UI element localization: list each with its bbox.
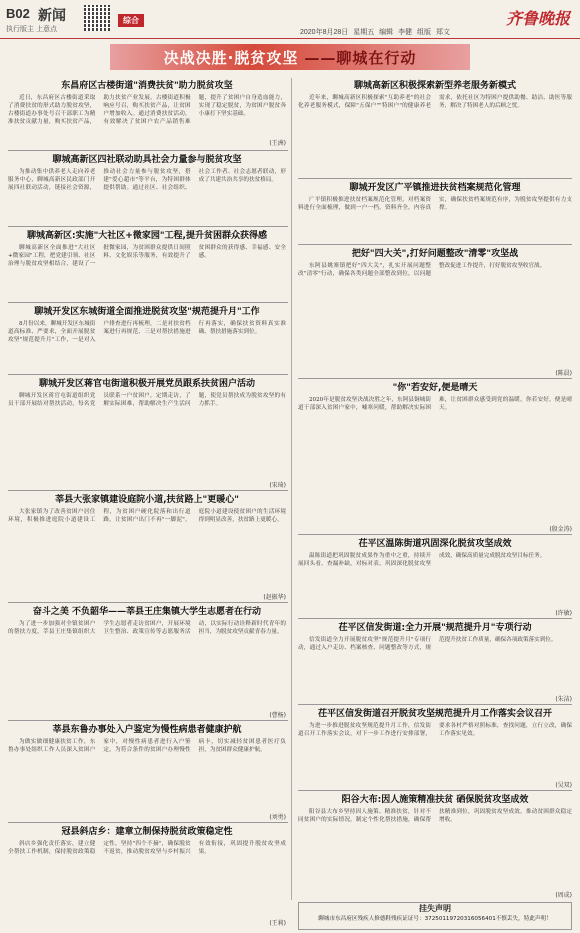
article-body: 温陈街道把巩固脱贫成果作为重中之重，持续开展回头看，查漏补缺，对标对表，巩固深化脱贫攻坚成效，确保高质量完成脱贫攻坚目标任务。	[298, 553, 546, 567]
article-left-0	[8, 80, 286, 148]
article-title: "你"若安好,便是晴天	[392, 383, 478, 393]
article-body: 信发街道全力开展脱贫攻坚"规范提升月"专项行动，通过入户走访、档案核查、问题整改等方式，规范提升扶贫工作质量，确保各项政策落实到位。	[298, 637, 557, 651]
article-body: 为进一步推进脱贫攻坚规范提升月工作，信发街道召开工作落实会议，对下一步工作进行安排部署，要求各村严格对照标准，查找问题，立行立改，确保工作落实见效。	[298, 723, 572, 737]
article-body: 近年来，聊城高新区积极探索"互助养老"的社会化养老服务模式，保障"五保户""特困户"的健康养老需求，依托社区为特困户提供助餐、助洁、助医等服务，解决了特困老人的后顾之忧。	[298, 95, 572, 109]
divider	[298, 378, 572, 379]
article-body: 斜店乡强化责任落实，建立健全帮扶工作机制，保持脱贫政策稳定性，坚持"四个不摘"，确保脱贫不返贫，推动脱贫攻坚与乡村振兴有效衔接，巩固提升脱贫攻坚成果。	[8, 841, 286, 855]
article-byline: (周成)	[555, 892, 572, 899]
article-title: 东昌府区古楼街道"消费扶贫"助力脱贫攻坚	[61, 81, 233, 91]
divider	[8, 302, 288, 303]
article-title: 莘县东鲁办事处入户鉴定为慢性病患者健康护航	[52, 725, 242, 735]
article-body: 近日，东昌府区古楼街道采取了消费扶贫的形式助力脱贫攻坚，古楼街道办事处号召干部职工为精准扶贫贡献力量，购买扶贫产品，助力扶贫产业发展。古楼街道积极响应号召，购买扶贫产品，让贫困户增加收入。通过消费扶贫活动，有效解决了贫困户农产品销售难题，提升了贫困户自身造血能力，实现了稳定脱贫，为贫困户脱贫奔小康打下坚实基础。	[8, 95, 286, 125]
article-right-1	[298, 182, 572, 242]
article-right-3	[298, 382, 572, 532]
divider	[298, 704, 572, 705]
article-byline: (朱洁)	[555, 696, 572, 703]
divider	[298, 790, 572, 791]
column-divider	[291, 78, 292, 900]
article-title: 聊城开发区蒋官屯街道积极开展党员跟系扶贫困户活动	[38, 379, 255, 389]
article-byline: (王莉)	[269, 920, 286, 927]
divider	[298, 618, 572, 619]
article-right-5	[298, 622, 572, 702]
dateline: 2020年8月28日 星期五 编辑 李健 组版 郑文	[300, 29, 450, 36]
article-title: 奋斗之美 不负韶华——莘县王庄集镇大学生志愿者在行动	[32, 607, 262, 617]
article-byline: (曹杨)	[269, 712, 286, 719]
article-title: 聊城开发区广平镇推进扶贫档案规范化管理	[349, 183, 521, 193]
notice-title: 挂失声明	[419, 904, 451, 913]
article-title: 聊城高新区:实施"大社区+微家园"工程,提升贫困群众获得感	[27, 231, 267, 241]
lost-notice	[298, 902, 572, 930]
masthead	[0, 0, 580, 39]
article-title: 聊城高新区四社联动助具社会力量参与脱贫攻坚	[52, 155, 242, 165]
article-left-4	[8, 378, 286, 488]
article-title: 茌平区温陈街道巩固深化脱贫攻坚成效	[358, 539, 512, 549]
article-right-4	[298, 538, 572, 616]
article-body: 为推动集中供养老人走向养老服务中心，聊城高新区民政部门开展四社联动活动，链接社会资源，推动社会力量参与脱贫攻坚，搭建"爱心超市"等平台，为特困群体提供帮助。通过社区、社会组织、社会工作者、社会志愿者联动，形成了共建共治共享的扶贫格局。	[8, 169, 286, 191]
section-name: 新闻	[38, 7, 66, 23]
article-body: 阳谷县大布乡坚持因人施策、精准扶贫，针对不同贫困户的实际情况，制定个性化帮扶措施，确保帮扶精准到位，巩固脱贫攻坚成效，推动贫困群众稳定增收。	[298, 809, 572, 823]
divider	[8, 602, 288, 603]
section-tag: 综合	[118, 14, 144, 27]
article-body: 东阿县姚寨镇把好"四大关"，扎实开展问题整改"清零"行动，确保各类问题全部整改到位，以问题整改促进工作提升，打好脱贫攻坚收官战。	[298, 263, 546, 277]
article-body: 2020年是脱贫攻坚决战决胜之年，东阿县铜城街道干部深入贫困户家中，嘘寒问暖，帮助解决实际困难，让贫困群众感受到党的温暖，你若安好，便是晴天。	[298, 397, 572, 411]
article-left-6	[8, 606, 286, 718]
article-title: 茌平区信发街道:全力开展"规范提升月"专项行动	[338, 623, 532, 633]
article-body: 为做实做细健康扶贫工作，东鲁办事处组织工作人员深入贫困户家中，对慢性病患者进行入户鉴定，为符合条件的贫困户办理慢性病卡，切实减轻贫困患者医疗负担，为贫困群众健康护航。	[8, 739, 286, 753]
newspaper-logo: 齐鲁晚报	[505, 9, 570, 28]
article-byline: (殷金涛)	[549, 526, 572, 533]
editors-line: 执行版主 上意点	[6, 26, 57, 33]
article-left-5	[8, 494, 286, 600]
article-byline: (吴双)	[555, 782, 572, 789]
article-body: 聊城高新区全面推进"大社区+微家园"工程，把党建引领、社区治理与脱贫攻坚相结合，建设了一批微家园，为贫困群众提供日间照料、文化娱乐等服务，有效提升了贫困群众的获得感、幸福感、安全感。	[8, 245, 286, 267]
article-left-3	[8, 306, 286, 372]
article-byline: (许敏)	[555, 610, 572, 617]
page-number: B02	[6, 6, 30, 21]
article-body: 为了进一步加强对全镇贫困户的帮扶力度，莘县王庄集镇组织大学生志愿者走访贫困户，开展环境卫生整治、政策宣传等志愿服务活动，以实际行动诠释新时代青年的担当，为脱贫攻坚贡献青春力量。	[8, 621, 286, 635]
article-title: 冠县斜店乡：建章立制保持脱贫政策稳定性	[61, 827, 233, 837]
article-title: 聊城高新区积极探索新型养老服务新模式	[353, 81, 516, 91]
article-title: 莘县大张家镇建设庭院小道,扶贫路上"更暖心"	[55, 495, 239, 505]
article-body: 聊城开发区蒋官屯街道组织党员干部开展结对帮扶活动，每名党员联系一户贫困户，定期走访，了解实际困难，帮助解决生产生活问题，使党员帮扶成为脱贫攻坚的有力抓手。	[8, 393, 286, 407]
article-body: 8月份以来，聊城开发区东城街道高标准、严要求，全面开展脱贫攻坚"规范提升月"工作，一是对入户排查进行再梳理，二是对扶贫档案进行再规范，三是对帮扶措施进行再落实，确保扶贫资料真实准确、帮扶措施落实到位。	[8, 321, 286, 343]
article-right-7	[298, 794, 572, 898]
divider	[298, 534, 572, 535]
divider	[8, 822, 288, 823]
article-left-2	[8, 230, 286, 300]
divider	[298, 244, 572, 245]
article-title: 聊城开发区东城街道全面推进脱贫攻坚"规范提升月"工作	[34, 307, 260, 317]
article-byline: (陈晨)	[555, 370, 572, 377]
qr-code-icon	[84, 5, 110, 31]
article-right-0	[298, 80, 572, 176]
article-right-2	[298, 248, 572, 376]
article-left-7	[8, 724, 286, 820]
article-left-8	[8, 826, 286, 926]
banner-sub: ——聊城在行动	[304, 48, 417, 67]
divider	[8, 490, 288, 491]
article-left-1	[8, 154, 286, 224]
divider	[8, 226, 288, 227]
article-body: 广平镇积极推进扶贫档案规范化管理，对档案资料进行全面梳理，做到一户一档，资料齐全，内容真实，确保扶贫档案规范有序，为脱贫攻坚提供有力支撑。	[298, 197, 572, 211]
article-byline: (宋琦)	[269, 482, 286, 489]
article-byline: (刘勇)	[269, 814, 286, 821]
article-body: 大张家镇为了改善贫困户居住环境，积极推进庭院小道建设工程，为贫困户硬化院落和出行道路，让贫困户出门不再"一脚泥"。庭院小道建设使贫困户的生活环境得到明显改善，扶贫路上更暖心。	[8, 509, 286, 523]
divider	[8, 720, 288, 721]
divider	[298, 178, 572, 179]
article-title: 阳谷大布:因人施策精准扶贫 硒保脱贫攻坚成效	[341, 795, 529, 805]
notice-body: 聊城市东昌府区残疾人修德鞋残疾证证号：37250119720316056401不慎丢失，特此声明！	[318, 916, 552, 922]
divider	[8, 150, 288, 151]
article-title: 茌平区信发街道召开脱贫攻坚规范提升月工作落实会议召开	[317, 709, 552, 719]
article-byline: (王洲)	[269, 140, 286, 147]
topic-banner	[110, 44, 470, 70]
banner-main: 决战决胜·脱贫攻坚	[163, 48, 299, 67]
article-title: 把好"四大关",打好问题整改"清零"攻坚战	[351, 249, 519, 259]
article-byline: (赵振华)	[263, 594, 286, 601]
article-right-6	[298, 708, 572, 788]
divider	[8, 374, 288, 375]
